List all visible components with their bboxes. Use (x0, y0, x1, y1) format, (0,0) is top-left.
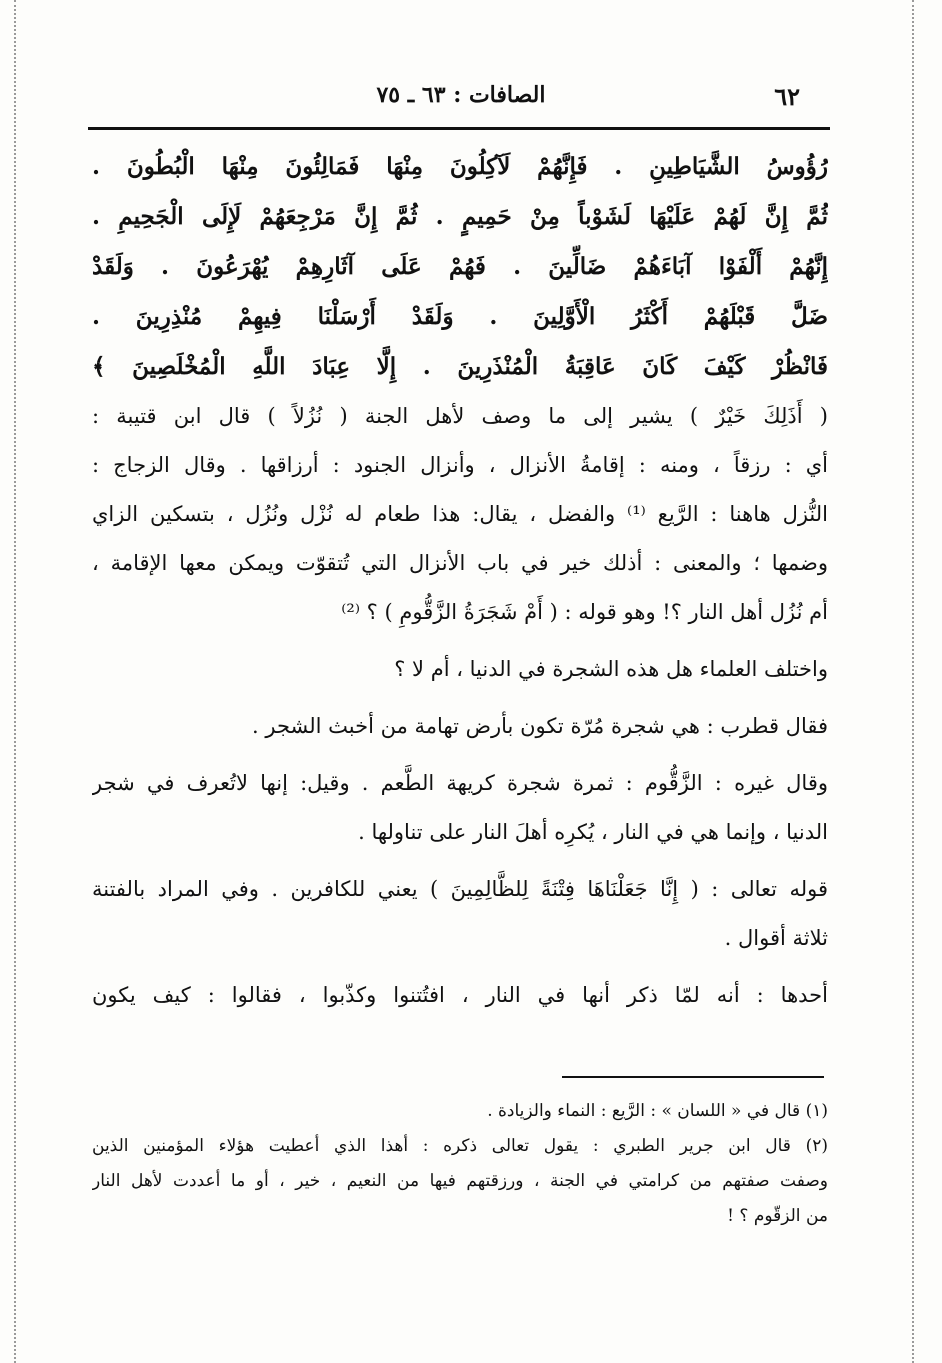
left-edge-dots (14, 0, 16, 1363)
commentary-paragraph (92, 645, 828, 694)
prose-line: أحدها : أنه لمّا ذكر أنها في النار ، افتُتنوا وكذّبوا ، فقالوا : كيف يكون (92, 983, 828, 1007)
page-header (92, 82, 830, 122)
header-rule (88, 127, 830, 130)
verse-line: فَانْظُرْ كَيْفَ كَانَ عَاقِبَةُ الْمُنْذَرِينَ . إِلَّا عِبَادَ اللَّهِ الْمُخْلَصِينَ ﴾ (92, 353, 828, 380)
footnote-rule (562, 1076, 824, 1078)
footnotes (92, 1094, 828, 1234)
verse-line: ضَلَّ قَبْلَهُمْ أَكْثَرُ الْأَوَّلِينَ . وَلَقَدْ أَرْسَلْنَا فِيهِمْ مُنْذِرِينَ . (92, 303, 828, 330)
prose-line: واختلف العلماء هل هذه الشجرة في الدنيا ، أم لا ؟ (394, 657, 828, 681)
main-text (92, 142, 828, 1020)
commentary-paragraph (92, 759, 828, 857)
verse-line: ثُمَّ إِنَّ لَهُمْ عَلَيْهَا لَشَوْباً مِنْ حَمِيمٍ . ثُمَّ إِنَّ مَرْجِعَهُمْ لَإِلَى الْجَحِيمِ . (92, 203, 828, 230)
page-number: ٦٢ (774, 82, 800, 111)
prose-line: وقال غيره : الزَّقُّوم : ثمرة شجرة كريهة الطَّعم . وقيل: إنها لاتُعرف في شجر (92, 771, 828, 795)
commentary-paragraph (92, 865, 828, 963)
verse-line: إِنَّهُمْ أَلْفَوْا آبَاءَهُمْ ضَالِّينَ . فَهُمْ عَلَى آثَارِهِمْ يُهْرَعُونَ . وَلَقَدْ (92, 253, 828, 280)
prose-line: أم نُزُل أهل النار ؟! وهو قوله : ( أَمْ شَجَرَةُ الزَّقُّومِ ) ؟ ⁽²⁾ (341, 600, 828, 624)
prose-line: ثلاثة أقوال . (724, 926, 828, 950)
quran-verse-block (92, 142, 828, 392)
footnote-line: (٢) قال ابن جرير الطبري : يقول تعالى ذكره : أهذا الذي أعطيت هؤلاء المؤمنين الذين (92, 1136, 828, 1156)
right-edge-dots (912, 0, 914, 1363)
prose-line: النُّزل هاهنا : الرَّيع ⁽¹⁾ والفضل ، يقال: هذا طعام له نُزْل ونُزُل ، بتسكين الزاي (92, 502, 828, 526)
commentary-paragraph (92, 702, 828, 751)
running-head: الصافات : ٦٣ ـ ٧٥ (376, 82, 546, 108)
verse-line: رُؤُوسُ الشَّيَاطِينِ . فَإِنَّهُمْ لَآكِلُونَ مِنْهَا فَمَالِئُونَ مِنْهَا الْبُطُونَ . (92, 153, 828, 180)
prose-line: أي : رزقاً ، ومنه : إقامةُ الأنزال ، وأنزال الجنود : أرزاقها . وقال الزجاج : (92, 453, 828, 477)
footnote-line: من الزقّوم ؟ ! (727, 1206, 828, 1226)
prose-line: ( أَذَلِكَ خَيْرٌ ) يشير إلى ما وصف لأهل الجنة ( نُزُلاً ) قال ابن قتيبة : (92, 404, 828, 428)
prose-line: قوله تعالى : ( إِنَّا جَعَلْنَاهَا فِتْنَةً لِلظَّالِمِينَ ) يعني للكافرين . وفي المراد بالفتنة (92, 877, 828, 901)
prose-line: فقال قطرب : هي شجرة مُرّة تكون بأرض تهامة من أخبث الشجر . (252, 714, 828, 738)
prose-line: الدنيا ، وإنما هي في النار ، يُكرِه أهلَ النار على تناولها . (358, 820, 828, 844)
footnote-line: وصفت صفتهم من كرامتي في الجنة ، ورزقتهم فيها من النعيم ، خير ، أو ما أعددت لأهل النار (92, 1171, 828, 1191)
commentary-paragraph (92, 971, 828, 1020)
commentary-paragraph (92, 392, 828, 637)
footnote-line: (١) قال في « اللسان » : الرَّيع : النماء والزيادة . (487, 1101, 828, 1121)
prose-line: وضمها ؛ والمعنى : أذلك خير في باب الأنزال التي تُتقوّت ويمكن معها الإقامة ، (92, 551, 828, 575)
